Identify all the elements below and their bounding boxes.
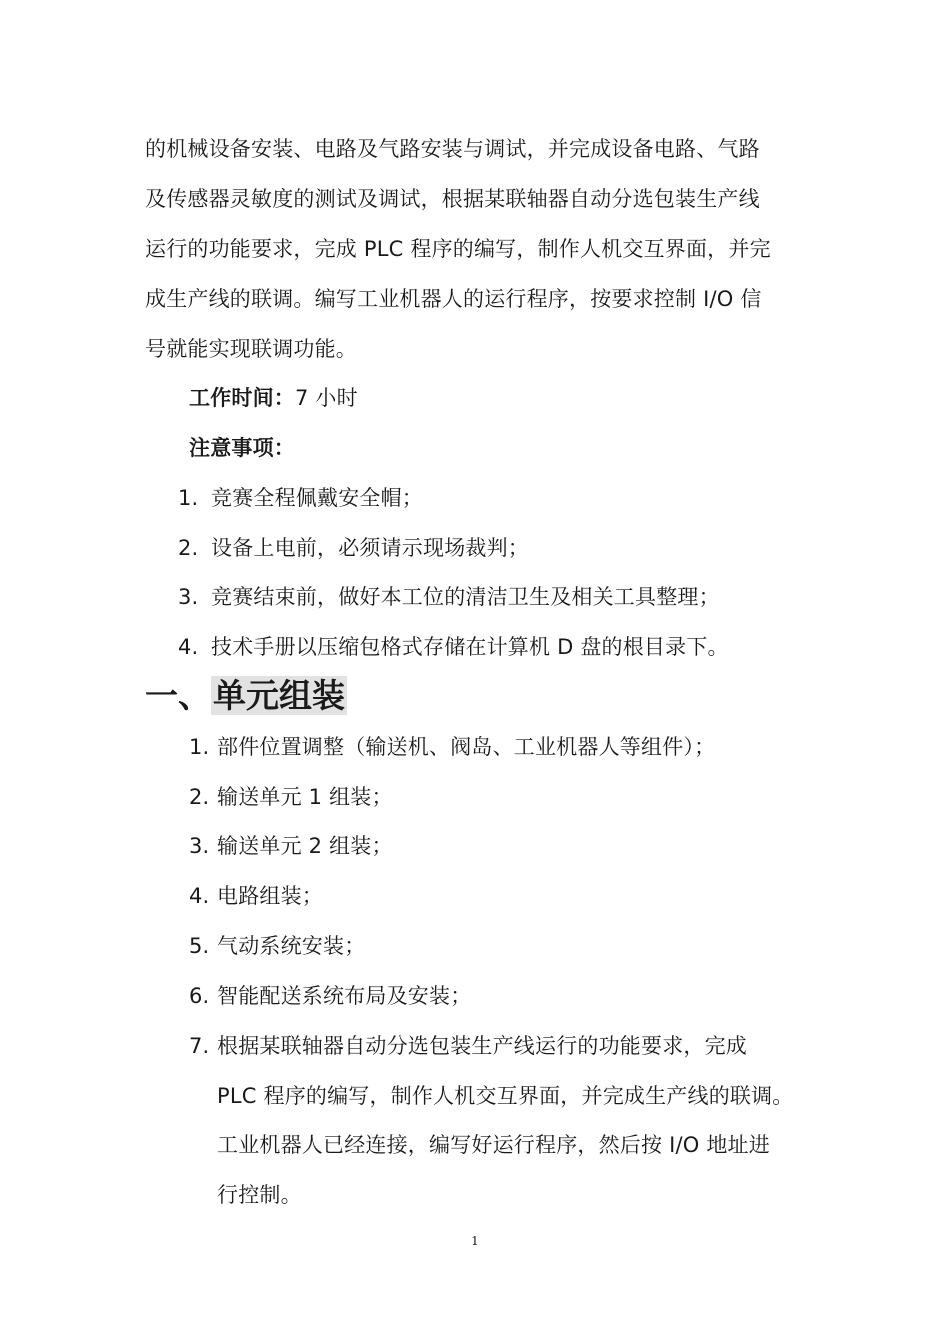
section-item [189, 932, 366, 960]
intro-line-3: 运行的功能要求，完成 PLC 程序的编写，制作人机交互界面，并完 [145, 237, 771, 261]
note-item [178, 583, 720, 611]
section-item-number: 6. [189, 984, 210, 1008]
note-text: 技术手册以压缩包格式存储在计算机 D 盘的根目录下。 [211, 635, 729, 659]
section-item [189, 1032, 747, 1060]
item-continuation-line: 行控制。 [217, 1183, 302, 1207]
item-continuation-line: PLC 程序的编写，制作人机交互界面，并完成生产线的联调。 [217, 1084, 794, 1108]
section-item [189, 733, 716, 761]
note-number: 1. [178, 486, 199, 510]
section-item-text: 智能配送系统布局及安装； [217, 984, 472, 1008]
intro-line-1: 的机械设备安装、电路及气路安装与调试，并完成设备电路、气路 [145, 137, 760, 161]
intro-line-5: 号就能实现联调功能。 [145, 337, 357, 361]
note-item [178, 484, 423, 512]
section-item-number: 2. [189, 785, 210, 809]
section-item-text: 部件位置调整（输送机、阀岛、工业机器人等组件）； [217, 735, 716, 759]
section-item-text: 气动系统安装； [217, 934, 366, 958]
section-item-number: 5. [189, 934, 210, 958]
section-item-text: 输送单元 1 组装； [217, 785, 393, 809]
section-item-number: 1. [189, 735, 210, 759]
work-time-value: 7 小时 [295, 386, 358, 410]
item-continuation-line: 工业机器人已经连接，编写好运行程序，然后按 I/O 地址进 [217, 1133, 770, 1157]
note-number: 3. [178, 585, 199, 609]
section-item-text: 电路组装； [217, 884, 323, 908]
section-item-text: 输送单元 2 组装； [217, 834, 393, 858]
work-time-line [189, 384, 358, 412]
section-item-number: 3. [189, 834, 210, 858]
section-heading [145, 674, 347, 718]
section-item [189, 982, 472, 1010]
section-prefix: 一、 [145, 676, 211, 715]
note-number: 4. [178, 635, 199, 659]
note-item [178, 633, 729, 661]
section-item-number: 4. [189, 884, 210, 908]
intro-line-2: 及传感器灵敏度的测试及调试，根据某联轴器自动分选包装生产线 [145, 187, 760, 211]
note-text: 设备上电前，必须请示现场裁判； [211, 536, 529, 560]
work-time-label: 工作时间： [189, 386, 295, 410]
section-item [189, 882, 323, 910]
notes-label: 注意事项： [189, 436, 295, 460]
section-title: 单元组装 [213, 676, 345, 715]
page-number: 1 [471, 1234, 479, 1248]
intro-line-4: 成生产线的联调。编写工业机器人的运行程序，按要求控制 I/O 信 [145, 287, 762, 311]
note-text: 竞赛结束前，做好本工位的清洁卫生及相关工具整理； [211, 585, 720, 609]
note-item [178, 534, 529, 562]
section-item [189, 783, 393, 811]
note-text: 竞赛全程佩戴安全帽； [211, 486, 423, 510]
section-item [189, 832, 393, 860]
note-number: 2. [178, 536, 199, 560]
section-item-number: 7. [189, 1034, 210, 1058]
section-item-text: 根据某联轴器自动分选包装生产线运行的功能要求，完成 [217, 1034, 747, 1058]
